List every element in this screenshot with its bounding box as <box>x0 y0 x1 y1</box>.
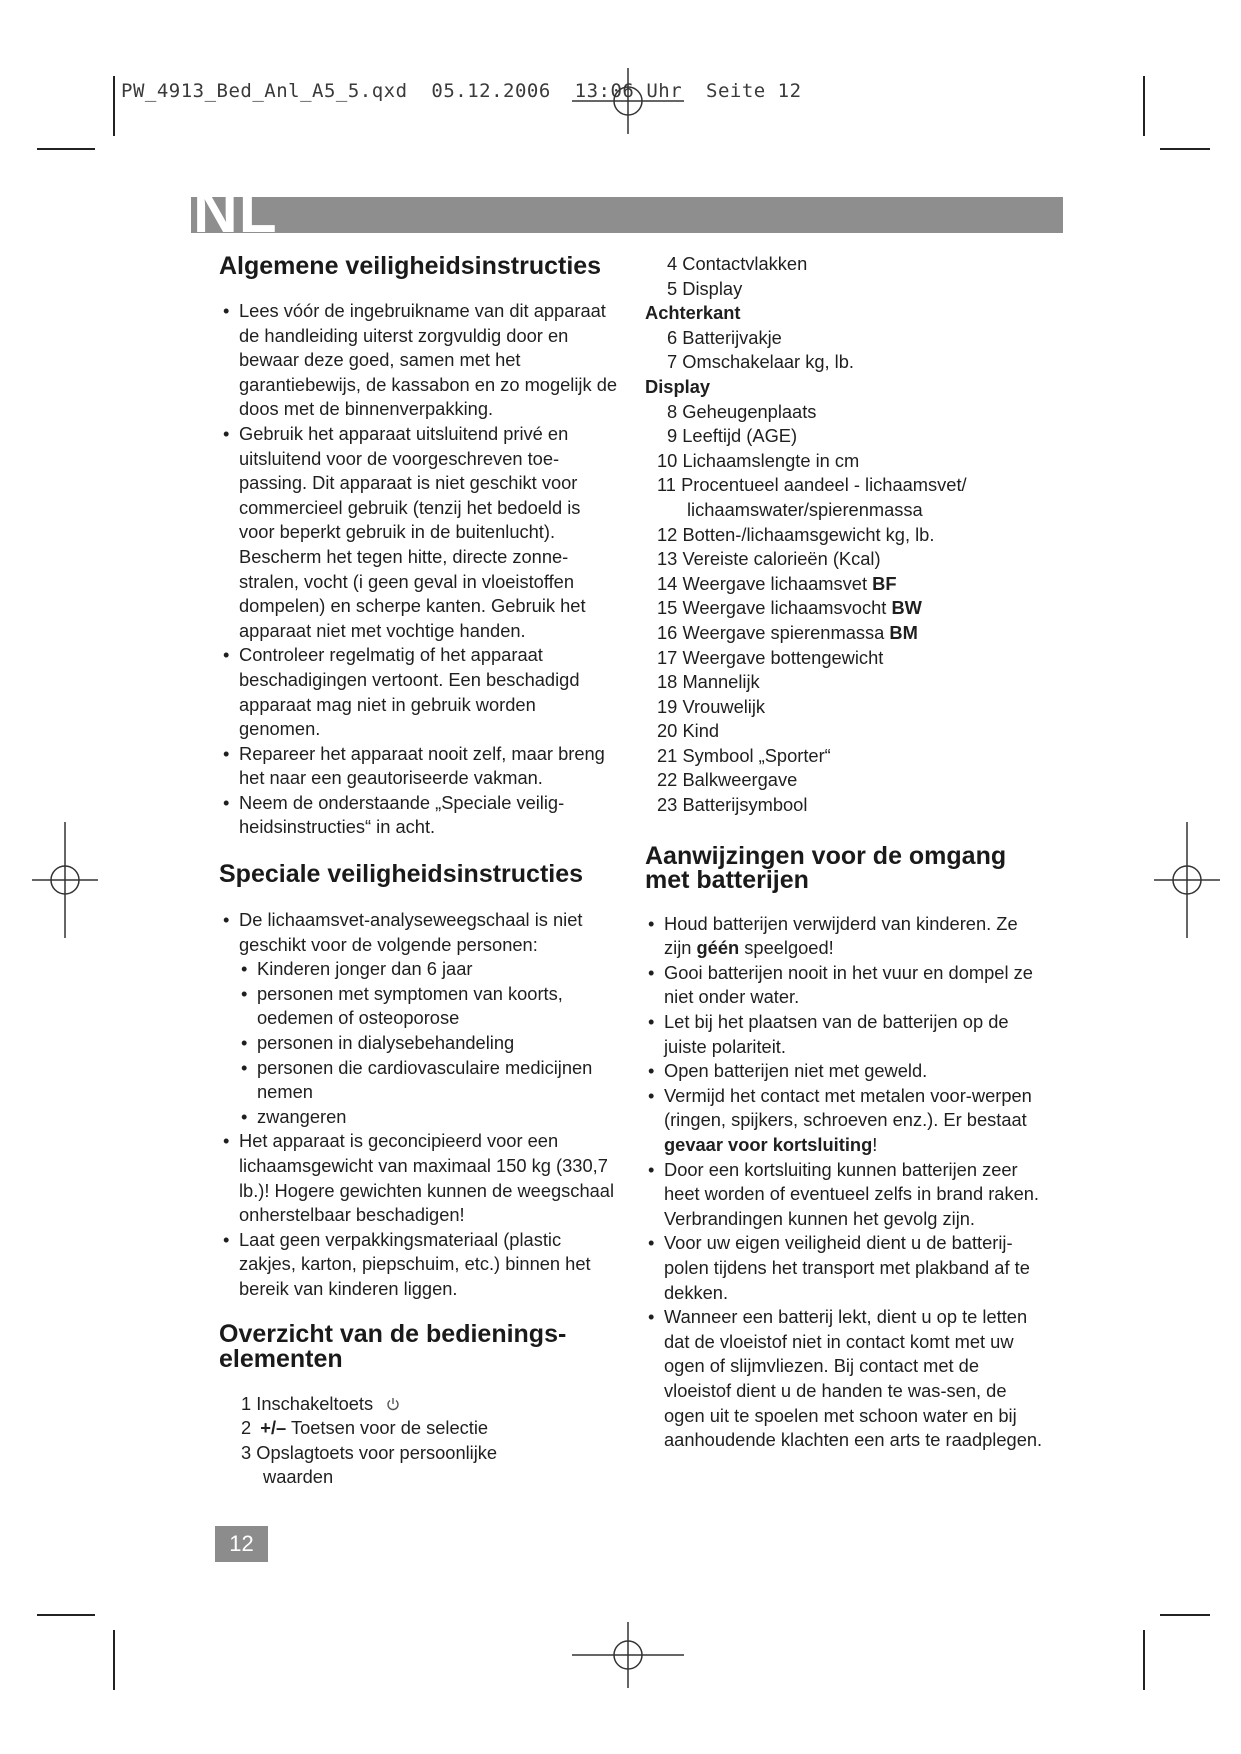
item-number: 1 <box>241 1392 252 1414</box>
list-item: • Neem de onderstaande „Speciale veilig-heidsinstructies“ in acht. <box>219 791 619 840</box>
item-text: Opslagtoets voor persoonlijke <box>256 1441 498 1463</box>
list-item <box>645 719 1045 744</box>
registration-mark-icon <box>568 1620 688 1690</box>
item-number: 3 <box>241 1441 252 1463</box>
item-text: Vereiste calorieën (Kcal) <box>682 548 881 570</box>
list-item <box>645 350 1045 375</box>
list-item <box>644 912 1045 961</box>
item-code: BW <box>891 597 922 619</box>
list-item: • Controleer regelmatig of het apparaat beschadigingen vertoont. Een beschadigd apparaat mag niet in gebruik worden genomen. <box>219 643 619 741</box>
registration-mark-icon <box>568 66 688 136</box>
list-item: • Laat geen verpakkingsmateriaal (plastic zakjes, karton, piepschuim, etc.) binnen het bereik van kinderen liggen. <box>219 1228 619 1302</box>
item-number: 2 <box>241 1417 252 1439</box>
registration-mark-icon <box>30 820 100 940</box>
list-item <box>219 908 619 1129</box>
list-item: • Let bij het plaatsen van de batterijen op de juiste polariteit. <box>644 1010 1045 1059</box>
item-number: 9 <box>667 425 678 447</box>
item-text: Botten-/lichaamsgewicht kg, lb. <box>682 523 935 545</box>
list-item: • Gooi batterijen nooit in het vuur en dompel ze niet onder water. <box>644 961 1045 1010</box>
item-text: Inschakeltoets <box>256 1392 374 1414</box>
crop-mark <box>37 148 95 150</box>
item-number: 8 <box>667 400 678 422</box>
list-item <box>645 424 1045 449</box>
item-number: 23 <box>657 794 678 816</box>
item-number: 11 <box>657 474 676 496</box>
list-item <box>644 1084 1045 1158</box>
list-item: • Het apparaat is geconcipieerd voor een lichaamsgewicht van maximaal 150 kg (330,7 lb.)! Hogere gewichten kunnen de weegschaal onherstelbaar beschadigen! <box>219 1129 619 1227</box>
list-item <box>219 1441 619 1490</box>
list-item: • Open batterijen niet met geweld. <box>644 1059 1045 1084</box>
item-text: Batterijsymbool <box>682 794 808 816</box>
language-code: NL <box>193 181 278 233</box>
item-text: Mannelijk <box>682 671 760 693</box>
item-text: Balkweergave <box>682 769 798 791</box>
right-column <box>645 252 1045 1453</box>
item-text-continued: lichaamswater/spierenmassa <box>687 498 923 520</box>
item-number: 20 <box>657 720 678 742</box>
item-number: 16 <box>657 621 678 643</box>
item-text: Symbool „Sporter“ <box>682 744 831 766</box>
crop-mark <box>113 76 115 136</box>
list-item <box>219 1392 619 1417</box>
crop-mark <box>1160 1614 1210 1616</box>
list-item <box>645 252 1045 277</box>
item-text: Contactvlakken <box>682 253 808 274</box>
item-code: BF <box>872 572 897 594</box>
sub-list-item: • Kinderen jonger dan 6 jaar <box>219 957 619 982</box>
item-text: Kind <box>682 720 720 742</box>
section-title-line: Overzicht van de bedienings- <box>219 1319 567 1348</box>
sub-list-item: • zwangeren <box>219 1105 619 1130</box>
list-item <box>645 523 1045 548</box>
list-item: • Voor uw eigen veiligheid dient u de batterij-polen tijdens het transport met plakband af te dekken. <box>644 1231 1045 1305</box>
power-icon <box>386 1397 400 1411</box>
section-title-controls <box>219 1319 619 1373</box>
item-text: Leeftijd (AGE) <box>682 425 798 447</box>
item-text-continued: waarden <box>263 1466 334 1488</box>
page-number: 12 <box>215 1526 268 1562</box>
item-text: Geheugenplaats <box>682 400 817 422</box>
item-number: 14 <box>657 572 678 594</box>
list-item <box>645 572 1045 597</box>
list-item <box>645 449 1045 474</box>
list-item-text: Houd batterijen verwijderd van kinderen. Ze zijn <box>664 912 1018 959</box>
print-slug: PW_4913_Bed_Anl_A5_5.qxd 05.12.2006 13:06 Uhr Seite 12 <box>121 80 802 102</box>
list-item <box>645 277 1045 302</box>
parts-list-display <box>645 400 1045 818</box>
item-number: 6 <box>667 326 678 348</box>
list-item <box>645 596 1045 621</box>
sub-list-item: • personen die cardiovasculaire medicijnen nemen <box>219 1056 619 1105</box>
list-item <box>645 793 1045 818</box>
general-safety-list <box>219 299 619 840</box>
item-number: 13 <box>657 548 678 570</box>
item-number: 5 <box>667 277 678 299</box>
list-item: • Repareer het apparaat nooit zelf, maar breng het naar een geautoriseerde vakman. <box>219 742 619 791</box>
left-column <box>219 252 619 1490</box>
item-text: Procentueel aandeel - lichaamsvet/ <box>681 474 967 496</box>
list-item <box>645 744 1045 769</box>
parts-list-back <box>645 326 1045 375</box>
controls-list <box>219 1392 619 1490</box>
item-text: Batterijvakje <box>682 326 782 348</box>
item-number: 17 <box>657 646 678 668</box>
item-text: Weergave lichaamsvocht <box>682 597 887 619</box>
section-title-line: Aanwijzingen voor de omgang <box>645 841 1007 870</box>
list-item-text: ! <box>872 1134 878 1155</box>
crop-mark <box>1143 1630 1145 1690</box>
item-number: 4 <box>667 253 678 274</box>
item-text: Vrouwelijk <box>682 695 766 717</box>
crop-mark <box>1160 148 1210 150</box>
subheading-display: Display <box>645 375 711 397</box>
registration-mark-icon <box>1152 820 1222 940</box>
item-number: 10 <box>657 449 678 471</box>
crop-mark <box>113 1630 115 1690</box>
list-item-text: Vermijd het contact met metalen voor-werpen (ringen, spijkers, schroeven enz.). Er bestaat <box>664 1084 1032 1131</box>
section-title-special-safety: Speciale veiligheidsinstructies <box>219 860 584 889</box>
list-item <box>645 547 1045 572</box>
special-safety-list <box>219 908 619 1302</box>
item-number: 12 <box>657 523 678 545</box>
list-item <box>645 646 1045 671</box>
list-item: • Door een kortsluiting kunnen batterijen zeer heet worden of eventueel zelfs in brand raken. Verbrandingen kunnen het gevolg zijn. <box>644 1158 1045 1232</box>
parts-list-top <box>645 252 1045 301</box>
language-header-bar <box>191 197 1063 233</box>
crop-mark <box>37 1614 95 1616</box>
section-title-batteries <box>645 841 1045 894</box>
section-title-general-safety: Algemene veiligheidsinstructies <box>219 252 602 280</box>
list-item: • Wanneer een batterij lekt, dient u op te letten dat de vloeistof niet in contact komt met uw ogen of slijmvliezen. Bij contact met de vloeistof dient u de handen te was-sen, de ogen uit te spoelen met schoon water en bij aanhoudende klachten een arts te raadplegen. <box>644 1305 1045 1453</box>
plus-minus-symbol: +/– <box>260 1417 287 1439</box>
item-text: Lichaamslengte in cm <box>682 449 860 471</box>
item-text: Weergave spierenmassa <box>682 621 885 643</box>
item-text: Display <box>682 277 743 299</box>
excluded-persons-list <box>219 957 619 1129</box>
item-text: Weergave lichaamsvet <box>682 572 868 594</box>
subheading-back: Achterkant <box>645 302 741 324</box>
item-text: Toetsen voor de selectie <box>290 1417 489 1439</box>
item-number: 21 <box>657 744 678 766</box>
emphasis: gevaar voor kortsluiting <box>664 1134 873 1155</box>
list-item <box>645 400 1045 425</box>
item-number: 19 <box>657 695 678 717</box>
item-number: 15 <box>657 597 678 619</box>
item-code: BM <box>889 621 918 643</box>
list-item <box>645 768 1045 793</box>
item-number: 7 <box>667 351 678 373</box>
list-item-text: De lichaamsvet-analyseweegschaal is niet geschikt voor de volgende personen: <box>239 909 583 955</box>
section-title-line: elementen <box>219 1344 343 1373</box>
list-item <box>645 326 1045 351</box>
list-item <box>645 473 1045 522</box>
sub-list-item: • personen met symptomen van koorts, oedemen of osteoporose <box>219 982 619 1031</box>
list-item <box>219 1416 619 1441</box>
item-number: 18 <box>657 671 678 693</box>
list-item <box>645 670 1045 695</box>
item-text: Omschakelaar kg, lb. <box>682 351 854 373</box>
list-item <box>645 621 1045 646</box>
list-item-text: speelgoed! <box>739 937 834 959</box>
crop-mark <box>1143 76 1145 136</box>
sub-list-item: • personen in dialysebehandeling <box>219 1031 619 1056</box>
section-title-line: met batterijen <box>645 865 809 894</box>
emphasis: géén <box>696 937 740 959</box>
item-number: 22 <box>657 769 678 791</box>
list-item <box>645 695 1045 720</box>
item-text: Weergave bottengewicht <box>682 646 884 668</box>
list-item: • Lees vóór de ingebruikname van dit apparaat de handleiding uiterst zorgvuldig door en bewaar deze goed, samen met het garantiebewijs, de kassabon en zo mogelijk de doos met de binnenverpakking. <box>219 299 619 422</box>
list-item: • Gebruik het apparaat uitsluitend privé en uitsluitend voor de voorgeschreven toe-passing. Dit apparaat is niet geschikt voor commercieel gebruik (tenzij het bedoeld is voor beperkt gebruik in de buitenlucht). Bescherm het tegen hitte, directe zonne-stralen, vocht (i geen geval in vloeistoffen dompelen) en scherpe kanten. Gebruik het apparaat niet met vochtige handen. <box>219 422 619 643</box>
battery-list <box>644 912 1045 1453</box>
